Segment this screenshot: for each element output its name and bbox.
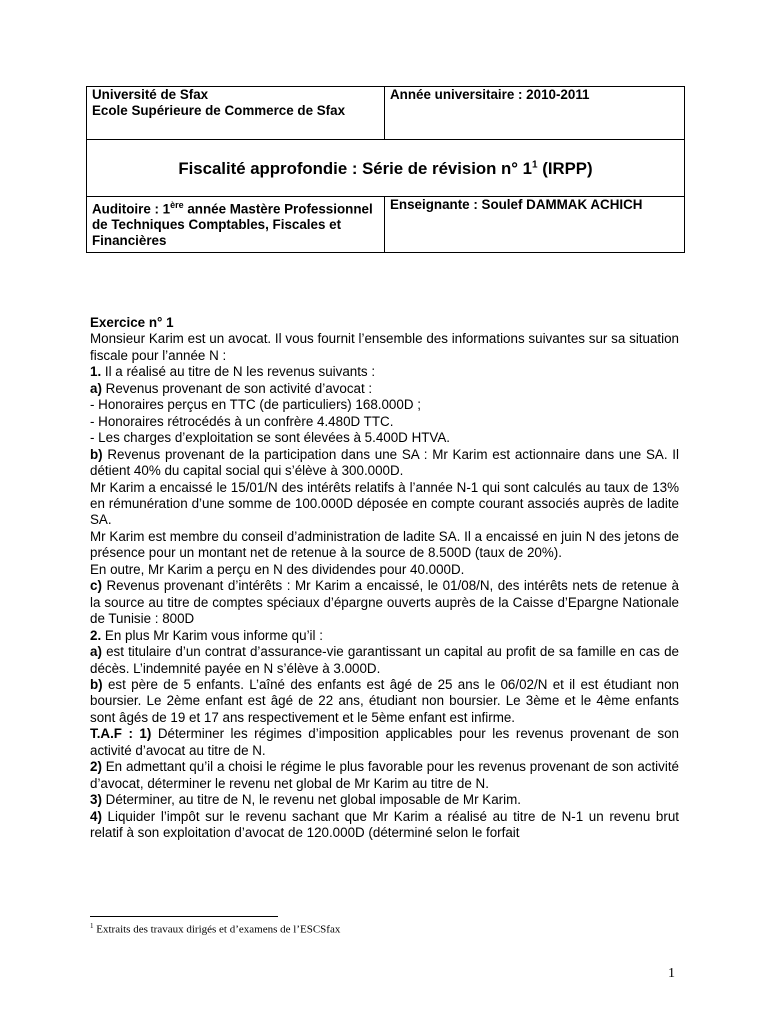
audience-prefix: Auditoire : 1 xyxy=(92,201,171,217)
section-2 xyxy=(90,628,679,644)
item-2b-text: est père de 5 enfants. L’aîné des enfants est âgé de 25 ans le 06/02/N et il est étudiant non boursier. Le 2ème enfant est âgé de 22 ans, étudiant non boursier. Le 3ème et le 4ème enfants sont âgés de 19 et 17 ans respectivement et le 5ème enfant est infirme. xyxy=(90,676,679,725)
header-row-title xyxy=(87,140,685,197)
title-suffix: (IRPP) xyxy=(537,159,593,179)
item-b-label: b) xyxy=(90,446,103,462)
school-name: Ecole Supérieure de Commerce de Sfax xyxy=(92,103,346,118)
item-a-line-1: - Honoraires perçus en TTC (de particuliers) 168.000D ; xyxy=(90,397,421,413)
footnote-divider xyxy=(90,916,278,917)
item-b-paragraph-4: En outre, Mr Karim a perçu en N des dividendes pour 40.000D. xyxy=(90,561,465,577)
item-b-text: Revenus provenant de la participation dans une SA : Mr Karim est actionnaire dans une SA. Il détient 40% du capital social qui s’élève à 300.000D. xyxy=(90,446,679,479)
exercise-intro: Monsieur Karim est un avocat. Il vous fournit l’ensemble des informations suivantes sur sa situation fiscale pour l’année N : xyxy=(90,331,679,363)
footnote xyxy=(90,920,340,937)
item-b-paragraph-3: Mr Karim est membre du conseil d’administration de ladite SA. Il a encaissé en juin N des jetons de présence pour un montant net de retenue à la source de 8.500D (taux de 20%). xyxy=(90,528,679,561)
document-title xyxy=(178,159,592,178)
item-a xyxy=(90,381,679,397)
item-b-paragraph-2: Mr Karim a encaissé le 15/01/N des intérêts relatifs à l’année N-1 qui sont calculés au taux de 13% en rémunération d’une somme de 100.000D déposée en compte courant associés auprès de ladite SA. xyxy=(90,479,679,528)
item-2a-label: a) xyxy=(90,644,102,660)
section-1-number: 1. xyxy=(90,364,102,380)
academic-year: Année universitaire : 2010-2011 xyxy=(390,87,590,102)
exercise-heading-text: Exercice n° 1 xyxy=(90,315,174,330)
item-a-text: Revenus provenant de son activité d’avocat : xyxy=(101,380,373,396)
institution-cell xyxy=(87,87,385,140)
item-c-label: c) xyxy=(90,578,102,594)
section-2-text: En plus Mr Karim vous informe qu’il : xyxy=(101,627,323,643)
item-a-line-2: - Honoraires rétrocédés à un confrère 4.480D TTC. xyxy=(90,413,394,429)
teacher-cell xyxy=(385,197,685,253)
audience-cell xyxy=(87,197,385,253)
task-3 xyxy=(90,792,679,808)
teacher-name: Enseignante : Soulef DAMMAK ACHICH xyxy=(390,197,643,212)
academic-year-cell xyxy=(385,87,685,140)
footnote-mark: 1 xyxy=(90,922,94,930)
item-a-line-3: - Les charges d’exploitation se sont élevées à 5.400D HTVA. xyxy=(90,430,451,446)
item-2b-label: b) xyxy=(90,676,103,692)
page-number: 1 xyxy=(668,966,675,981)
exercise-content xyxy=(90,315,679,842)
task-3-label: 3) xyxy=(90,792,102,808)
task-2-label: 2) xyxy=(90,759,102,775)
audience-superscript: ère xyxy=(170,200,184,210)
item-c-text: Revenus provenant d’intérêts : Mr Karim a encaissé, le 01/08/N, des intérêts nets de retenue à la source au titre de comptes spéciaux d’épargne ouverts auprès de la Caisse d’Epargne Nationale de Tunisie : 800D xyxy=(90,578,679,627)
title-footnote-mark: 1 xyxy=(532,159,538,171)
header-row-institution xyxy=(87,87,685,140)
section-1-text: Il a réalisé au titre de N les revenus suivants : xyxy=(101,364,376,380)
item-2b xyxy=(90,677,679,726)
task-1-label: T.A.F : 1) xyxy=(90,726,152,742)
section-1 xyxy=(90,364,679,380)
task-3-text: Déterminer, au titre de N, le revenu net global imposable de Mr Karim. xyxy=(101,792,521,808)
task-2-text: En admettant qu’il a choisi le régime le plus favorable pour les revenus provenant de son activité d’avocat, déterminer le revenu net global de Mr Karim au titre de N. xyxy=(90,759,679,791)
item-2a xyxy=(90,644,679,677)
item-a-label: a) xyxy=(90,380,102,396)
item-c xyxy=(90,578,679,627)
footnote-text: Extraits des travaux dirigés et d’examens de l’ESCSfax xyxy=(93,923,341,936)
audience-rest: année Mastère Professionnel de Techniques Comptables, Fiscales et Financières xyxy=(92,201,373,249)
title-cell xyxy=(87,140,685,197)
task-4 xyxy=(90,809,679,842)
university-name: Université de Sfax xyxy=(92,87,209,102)
item-b xyxy=(90,447,679,480)
task-2 xyxy=(90,759,679,792)
header-table xyxy=(86,86,685,253)
task-4-text: Liquider l’impôt sur le revenu sachant que Mr Karim a réalisé au titre de N-1 un revenu brut relatif à son exploitation d’avocat de 120.000D (déterminé selon le forfait xyxy=(90,808,679,841)
task-4-label: 4) xyxy=(90,808,102,824)
item-2a-text: est titulaire d’un contrat d’assurance-vie garantissant un capital au profit de sa famille en cas de décès. L’indemnité payée en N s’élève à 3.000D. xyxy=(90,644,679,676)
exercise-heading xyxy=(90,315,679,331)
task-1 xyxy=(90,726,679,759)
title-main: Fiscalité approfondie : Série de révision n° 1 xyxy=(178,159,533,179)
section-2-number: 2. xyxy=(90,627,102,643)
header-row-audience xyxy=(87,197,685,253)
task-1-text: Déterminer les régimes d’imposition applicables pour les revenus provenant de son activité d’avocat au titre de N. xyxy=(90,726,680,758)
